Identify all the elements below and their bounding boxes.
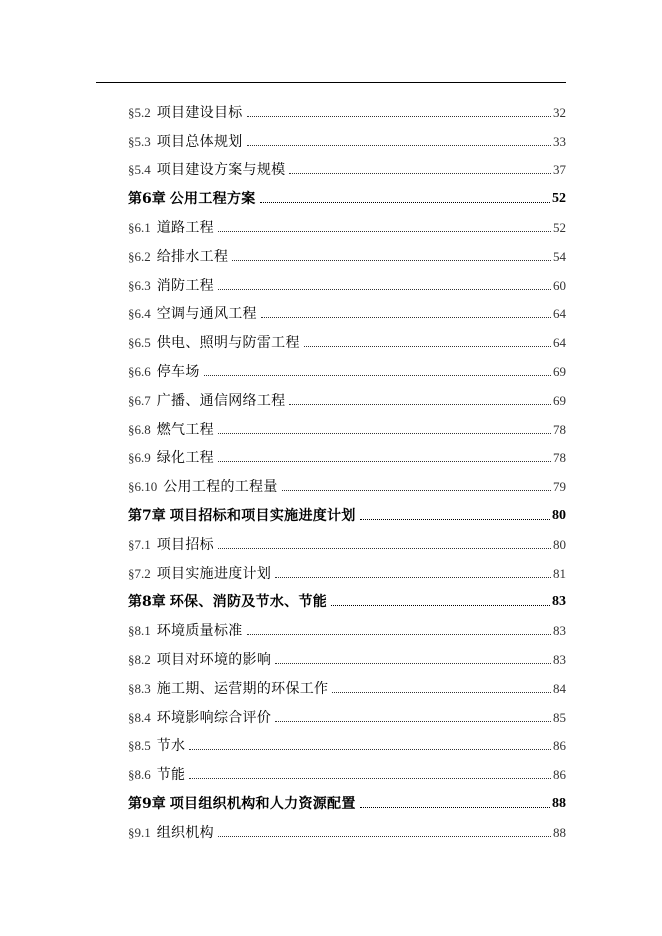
toc-dot-leader [289, 404, 551, 405]
toc-entry-number: §8.5 [128, 738, 151, 754]
toc-entry-page-number: 60 [553, 277, 566, 293]
toc-section-entry[interactable] [128, 758, 566, 787]
toc-entry-page-number: 37 [553, 162, 566, 178]
toc-section-entry[interactable] [128, 442, 566, 471]
toc-entry-page-number: 83 [552, 594, 566, 610]
toc-section-entry[interactable] [128, 269, 566, 298]
toc-section-entry[interactable] [128, 557, 566, 586]
toc-chapter-entry[interactable] [128, 586, 566, 615]
toc-entry-number: 第8章 [128, 594, 166, 611]
toc-entry-page-number: 52 [553, 219, 566, 235]
toc-entry-number: §5.3 [128, 133, 151, 149]
toc-entry-number: 第9章 [128, 795, 166, 812]
toc-section-entry[interactable] [128, 154, 566, 183]
toc-entry-number: §6.2 [128, 248, 151, 264]
toc-entry-page-number: 84 [553, 680, 566, 696]
toc-entry-page-number: 78 [553, 450, 566, 466]
toc-entry-number: §6.7 [128, 392, 151, 408]
toc-dot-leader [189, 749, 551, 750]
toc-section-entry[interactable] [128, 413, 566, 442]
toc-section-entry[interactable] [128, 816, 566, 845]
toc-entry-page-number: 80 [552, 507, 566, 523]
toc-dot-leader [360, 519, 550, 520]
toc-section-entry[interactable] [128, 355, 566, 384]
toc-dot-leader [275, 577, 551, 578]
toc-chapter-entry[interactable] [128, 182, 566, 211]
toc-section-entry[interactable] [128, 326, 566, 355]
toc-entry-number: §6.5 [128, 335, 151, 351]
toc-entry-page-number: 52 [552, 191, 566, 207]
toc-dot-leader [218, 836, 551, 837]
toc-dot-leader [218, 461, 551, 462]
toc-entry-number: §6.9 [128, 450, 151, 466]
toc-entry-number: §6.8 [128, 421, 151, 437]
toc-entry-title: 项目实施进度计划 [156, 565, 272, 582]
toc-entry-title: 环境质量标准 [156, 623, 243, 640]
toc-entry-number: §8.3 [128, 680, 151, 696]
toc-entry-title: 公用工程的工程量 [163, 479, 278, 496]
toc-entry-page-number: 85 [553, 709, 566, 725]
toc-entry-title: 环境影响综合评价 [156, 709, 272, 726]
toc-entry-page-number: 79 [553, 479, 566, 495]
toc-entry-page-number: 64 [553, 306, 566, 322]
toc-section-entry[interactable] [128, 701, 566, 730]
toc-dot-leader [247, 145, 551, 146]
toc-entry-page-number: 32 [553, 104, 566, 120]
toc-entry-title: 节水 [156, 738, 186, 755]
toc-entry-number: §6.10 [128, 479, 158, 495]
toc-entry-page-number: 88 [552, 795, 566, 811]
toc-entry-title: 广播、通信网络工程 [156, 392, 286, 409]
toc-entry-title: 停车场 [156, 363, 200, 380]
toc-entry-title: 给排水工程 [156, 248, 229, 265]
toc-entry-number: 第7章 [128, 507, 166, 524]
toc-entry-number: §6.3 [128, 277, 151, 293]
toc-entry-title: 项目建设目标 [156, 104, 243, 121]
toc-section-entry[interactable] [128, 96, 566, 125]
toc-entry-number: §8.6 [128, 767, 151, 783]
toc-entry-number: §5.2 [128, 104, 151, 120]
toc-dot-leader [218, 433, 551, 434]
toc-entry-title: 绿化工程 [156, 450, 214, 467]
toc-entry-page-number: 86 [553, 767, 566, 783]
toc-entry-number: §7.2 [128, 565, 151, 581]
toc-section-entry[interactable] [128, 298, 566, 327]
toc-entry-page-number: 69 [553, 392, 566, 408]
toc-entry-title: 环保、消防及节水、节能 [169, 594, 328, 611]
toc-entry-title: 项目对环境的影响 [156, 651, 272, 668]
toc-dot-leader [189, 778, 551, 779]
toc-dot-leader [304, 346, 551, 347]
toc-entry-title: 施工期、运营期的环保工作 [156, 680, 329, 697]
toc-entry-title: 项目招标和项目实施进度计划 [169, 507, 356, 524]
toc-entry-title: 组织机构 [156, 824, 214, 841]
toc-entry-number: §8.1 [128, 623, 151, 639]
toc-entry-number: §8.4 [128, 709, 151, 725]
toc-dot-leader [332, 692, 551, 693]
toc-entry-title: 项目组织机构和人力资源配置 [169, 795, 356, 812]
toc-entry-page-number: 83 [553, 651, 566, 667]
toc-section-entry[interactable] [128, 614, 566, 643]
toc-entry-title: 空调与通风工程 [156, 306, 257, 323]
toc-entry-title: 公用工程方案 [169, 191, 256, 208]
header-rule [96, 82, 566, 83]
toc-dot-leader [247, 634, 551, 635]
toc-entry-number: §5.4 [128, 162, 151, 178]
toc-entry-number: §7.1 [128, 536, 151, 552]
toc-dot-leader [247, 116, 551, 117]
toc-entry-title: 道路工程 [156, 219, 214, 236]
toc-section-entry[interactable] [128, 125, 566, 154]
toc-entry-page-number: 78 [553, 421, 566, 437]
toc-entry-page-number: 86 [553, 738, 566, 754]
toc-section-entry[interactable] [128, 470, 566, 499]
toc-section-entry[interactable] [128, 240, 566, 269]
toc-entry-title: 项目建设方案与规模 [156, 162, 286, 179]
toc-dot-leader [289, 173, 551, 174]
toc-chapter-entry[interactable] [128, 787, 566, 816]
toc-dot-leader [204, 375, 551, 376]
toc-dot-leader [232, 260, 551, 261]
toc-section-entry[interactable] [128, 528, 566, 557]
toc-entry-title: 节能 [156, 767, 186, 784]
toc-entry-number: §8.2 [128, 651, 151, 667]
toc-entry-number: 第6章 [128, 191, 166, 208]
toc-entry-number: §6.1 [128, 219, 151, 235]
toc-dot-leader [331, 605, 550, 606]
toc-entry-page-number: 88 [553, 824, 566, 840]
toc-chapter-entry[interactable] [128, 499, 566, 528]
toc-dot-leader [218, 548, 551, 549]
toc-section-entry[interactable] [128, 384, 566, 413]
toc-entry-page-number: 69 [553, 363, 566, 379]
toc-dot-leader [275, 663, 551, 664]
toc-dot-leader [218, 289, 551, 290]
toc-entry-number: §6.6 [128, 363, 151, 379]
toc-dot-leader [260, 202, 550, 203]
toc-section-entry[interactable] [128, 643, 566, 672]
toc-entry-title: 项目招标 [156, 536, 214, 553]
toc-section-entry[interactable] [128, 211, 566, 240]
toc-section-entry[interactable] [128, 730, 566, 759]
toc-entry-page-number: 83 [553, 623, 566, 639]
toc-entry-number: §9.1 [128, 824, 151, 840]
toc-entry-number: §6.4 [128, 306, 151, 322]
toc-dot-leader [275, 721, 551, 722]
toc-dot-leader [218, 231, 551, 232]
toc-entry-page-number: 64 [553, 335, 566, 351]
toc-entry-page-number: 80 [553, 536, 566, 552]
toc-entry-title: 消防工程 [156, 277, 214, 294]
toc-entry-page-number: 54 [553, 248, 566, 264]
toc-section-entry[interactable] [128, 672, 566, 701]
toc-entry-page-number: 81 [553, 565, 566, 581]
toc-entry-title: 项目总体规划 [156, 133, 243, 150]
toc-dot-leader [360, 807, 550, 808]
toc-entry-page-number: 33 [553, 133, 566, 149]
toc-dot-leader [282, 490, 551, 491]
toc-dot-leader [261, 317, 551, 318]
toc-entry-title: 供电、照明与防雷工程 [156, 335, 300, 352]
table-of-contents [128, 96, 566, 845]
toc-entry-title: 燃气工程 [156, 421, 214, 438]
